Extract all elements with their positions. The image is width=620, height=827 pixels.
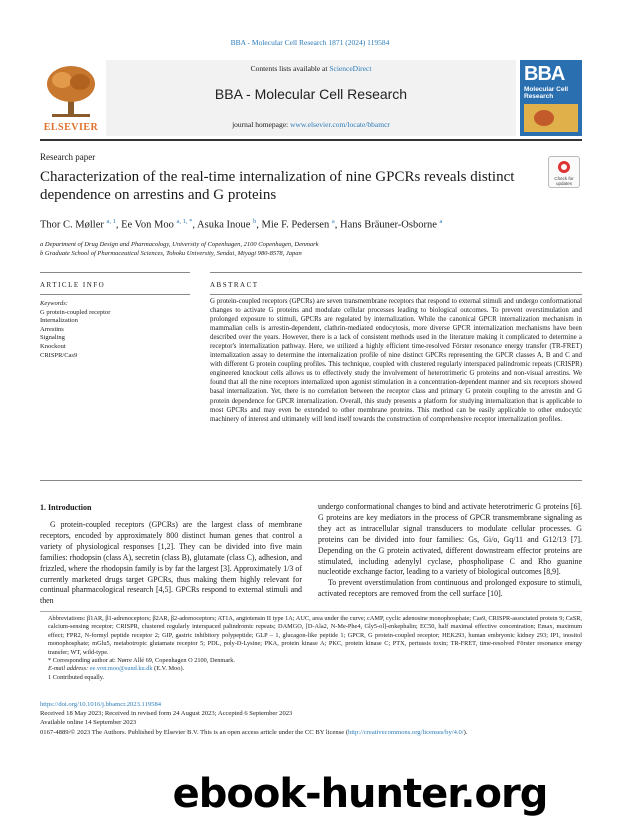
corresponding-author-note: * Corresponding author at: Nørre Allé 69, Copenhagen O 2100, Denmark. bbox=[48, 657, 235, 665]
keywords-block bbox=[40, 300, 190, 360]
check-updates-label: Check for updates bbox=[554, 176, 574, 186]
publisher-name: ELSEVIER bbox=[43, 122, 99, 133]
elsevier-logo[interactable] bbox=[40, 60, 102, 136]
author-affiliation-marker[interactable]: a, 1, * bbox=[176, 218, 193, 225]
masthead-box bbox=[106, 60, 516, 136]
paper-title: Characterization of the real-time internalization of nine GPCRs reveals distinct dependence on arrestins and G proteins bbox=[40, 169, 515, 203]
introduction-heading: 1. Introduction bbox=[40, 503, 92, 512]
abstract-bottom-rule bbox=[40, 480, 582, 481]
author-affiliation-marker[interactable]: a bbox=[439, 218, 443, 225]
keyword: Arrestins bbox=[40, 325, 64, 333]
received-dates: Received 18 May 2023; Received in revised form 24 August 2023; Accepted 6 September 2023 bbox=[40, 710, 293, 718]
abstract-heading-rule bbox=[210, 294, 582, 295]
keyword: G protein-coupled receptor bbox=[40, 308, 111, 316]
footnote-divider bbox=[40, 611, 582, 612]
email-link[interactable]: ee.von.moo@sund.ku.dk bbox=[89, 665, 153, 673]
sciencedirect-link[interactable]: ScienceDirect bbox=[329, 64, 372, 73]
intro-paragraph: To prevent overstimulation from continuous and prolonged exposure to stimuli, activated receptors are removed from the cell surface [10]. bbox=[318, 578, 582, 599]
article-info-top-rule bbox=[40, 272, 190, 273]
available-online-date: Available online 14 September 2023 bbox=[40, 719, 137, 727]
author-list: Thor C. Møller $^{a, 1}$, Ee Von Moo $^{a, 1, *}$, Asuka Inoue $^b$, Mie F. Pedersen $^a$, Hans Bräuner-Osborne $^a$ bbox=[40, 218, 443, 231]
journal-homepage-link[interactable]: www.elsevier.com/locate/bbamcr bbox=[290, 120, 390, 129]
cover-artwork-detail bbox=[534, 110, 554, 126]
homepage-line bbox=[106, 120, 516, 129]
email-suffix: (E.V. Moo). bbox=[152, 665, 185, 673]
masthead-divider bbox=[40, 139, 582, 141]
license-suffix: ). bbox=[463, 728, 468, 736]
affiliation-a: a Department of Drug Design and Pharmacology, University of Copenhagen, 2100 Copenhagen, Denmark bbox=[40, 241, 319, 248]
license-prefix: 0167-4889/© 2023 The Authors. Published by Elsevier B.V. This is an open access article under the CC BY license ( bbox=[40, 728, 349, 736]
check-updates-icon bbox=[558, 161, 570, 173]
running-head[interactable]: BBA - Molecular Cell Research 1871 (2024) 119584 bbox=[230, 38, 390, 47]
abbreviations-footnote: Abbreviations: β1AR, β1-adrenoceptors; β2AR, β2-adrenoceptors; AT1A, angiotensin II type 1A; AUC, area under the curve; cAMP, cyclic adenosine monophosphate; Cas9, CRISPR-associated protein 9; CaSR, calcium-sensing receptor; CRISPR, clustered regularly interspaced palindromic repeats; DAMGO, [D-Ala2, N-Me-Phe4, Gly5-ol]-enkephalin; EC50, half maximal effective concentration; Emax, maximum effect; FPR2, N-formyl peptide receptor 2; GIP, gastric inhibitory polypeptide; GLP – 1, glucagon-like peptide 1; GPCR, G protein-coupled receptor; HEK293, human embryonic kidney 293; IP1, inositol monophosphate; mGlu5, metabotropic glutamate receptor 5; PDL, poly-D-Lysine; PKA, protein kinase A; PKC, protein kinase C; PTX, pertussis toxin; TR-FRET, time-resolved Förster resonance energy transfer; WT, wild-type. bbox=[48, 615, 582, 656]
journal-masthead bbox=[40, 60, 582, 136]
author-name[interactable]: Thor C. Møller bbox=[40, 219, 104, 231]
keyword: Internalization bbox=[40, 317, 78, 325]
abstract-heading: ABSTRACT bbox=[210, 281, 259, 289]
affiliations bbox=[40, 240, 580, 258]
homepage-prefix: journal homepage: bbox=[232, 120, 290, 129]
affiliation-b: b Graduate School of Pharmaceutical Sciences, Tohoku University, Sendai, Miyagi 980-8578, Japan bbox=[40, 250, 302, 257]
keyword: Signaling bbox=[40, 334, 65, 342]
article-type: Research paper bbox=[40, 152, 96, 162]
author-name[interactable]: Asuka Inoue bbox=[197, 219, 251, 231]
intro-paragraph: undergo conformational changes to bind and activate heterotrimeric G proteins [6]. G proteins are key mediators in the process of GPCR transmembrane signaling as they act as intracellular signal transducers to modulate cellular processes. G proteins can be divided into four families: Gs, Gi/o, Gq/11 and G12/13 [7]. Depending on the G protein activated, different downstream effector proteins are stimulated, including adenylyl cyclase, phospholipase C and Rho guanine nucleotide exchange factor, leading to a variety of biological outcomes [8,9]. bbox=[318, 502, 582, 577]
author-affiliation-marker[interactable]: b bbox=[253, 218, 257, 225]
cover-subtitle: Molecular Cell Research bbox=[524, 86, 569, 100]
contents-line bbox=[106, 64, 516, 73]
elsevier-tree-icon bbox=[40, 60, 102, 122]
check-for-updates-button[interactable] bbox=[548, 156, 580, 188]
author-name[interactable]: Mie F. Pedersen bbox=[261, 219, 330, 231]
journal-cover-image[interactable] bbox=[520, 60, 582, 136]
introduction-column-2 bbox=[318, 502, 582, 600]
abstract-top-rule bbox=[210, 272, 582, 273]
author-affiliation-marker[interactable]: a, 1 bbox=[106, 218, 116, 225]
keyword: CRISPR/Cas9 bbox=[40, 351, 78, 359]
journal-name: BBA - Molecular Cell Research bbox=[214, 86, 408, 102]
author-name[interactable]: Ee Von Moo bbox=[121, 219, 174, 231]
footnotes bbox=[40, 615, 582, 682]
article-info-heading-rule bbox=[40, 294, 190, 295]
article-info-heading: ARTICLE INFO bbox=[40, 281, 106, 289]
email-prefix: E-mail address: bbox=[48, 665, 90, 673]
license-link[interactable]: http://creativecommons.org/licenses/by/4.0/ bbox=[348, 728, 464, 736]
introduction-column-1: G protein-coupled receptors (GPCRs) are the largest class of membrane receptors, encoded by approximately 800 distinct human genes that control a variety of physiological responses [1,2]. They can be divided into five main families: rhodopsin (class A), secretin (class B), glutamate (class C), adhesion, and frizzled, where the rhodopsin family is by far the largest [3]. Approximately 1/3 of currently marketed drugs target GPCRs, thus making them highly relevant for continual pharmacological research [4,5]. GPCRs respond to external stimuli and then bbox=[40, 520, 302, 606]
watermark: ebook-hunter.org bbox=[172, 771, 548, 817]
doi-link[interactable]: https://doi.org/10.1016/j.bbamcr.2023.119584 bbox=[40, 701, 162, 708]
keywords-heading: Keywords: bbox=[40, 300, 68, 307]
article-metadata bbox=[40, 700, 582, 737]
contents-prefix: Contents lists available at bbox=[250, 64, 330, 73]
keyword: Knockout bbox=[40, 342, 66, 350]
contribution-note: 1 Contributed equally. bbox=[48, 673, 105, 681]
email-note bbox=[40, 665, 582, 673]
author-name[interactable]: Hans Bräuner-Osborne bbox=[340, 219, 437, 231]
cover-title: BBA bbox=[524, 63, 565, 85]
author-affiliation-marker[interactable]: a bbox=[331, 218, 335, 225]
license-line bbox=[40, 728, 582, 737]
abstract-text: G protein-coupled receptors (GPCRs) are seven transmembrane receptors that respond to external stimuli and undergo conformational changes to activate G proteins and modulate cellular processes leading to biological outcomes. To prevent overstimulation and prolonged exposure to stimuli, GPCRs are regulated by internalization. While the canonical GPCR internalization mechanism in mammalian cells is arrestin-dependent, clathrin-mediated endocytosis, more diverse GPCR internalization mechanisms have been described over the years. However, there is a lack of consistent methods used in the literature making it complicated to determine a receptor's internalization pathway. Here, we utilized a highly efficient time-resolved Förster resonance energy transfer (TR-FRET) internalization assay to determine the internalization profile of nine distinct GPCRs representing the GPCR classes A, B and C and with different G protein coupling profiles. This technique, coupled with clustered regularly interspaced palindromic repeats (CRISPR) engineered knockout cells allows us to effectively study the involvement of heterotrimeric G proteins and non-visual arrestins. We found that all the nine receptors internalized upon agonist stimulation in a concentration-dependent manner and six receptors showed basal internalization. Yet, there is no correlation between the receptor class and primary G protein coupling to the arrestin and G protein dependence for GPCR internalization. Overall, this study presents a platform for studying internalization that is applicable to most GPCRs and may even be extended to other membrane proteins. This method can be easily applicable to other endocytic machinery of interest and ultimately will lend itself towards the construction of comprehensive receptor internalization profiles. bbox=[210, 298, 582, 423]
